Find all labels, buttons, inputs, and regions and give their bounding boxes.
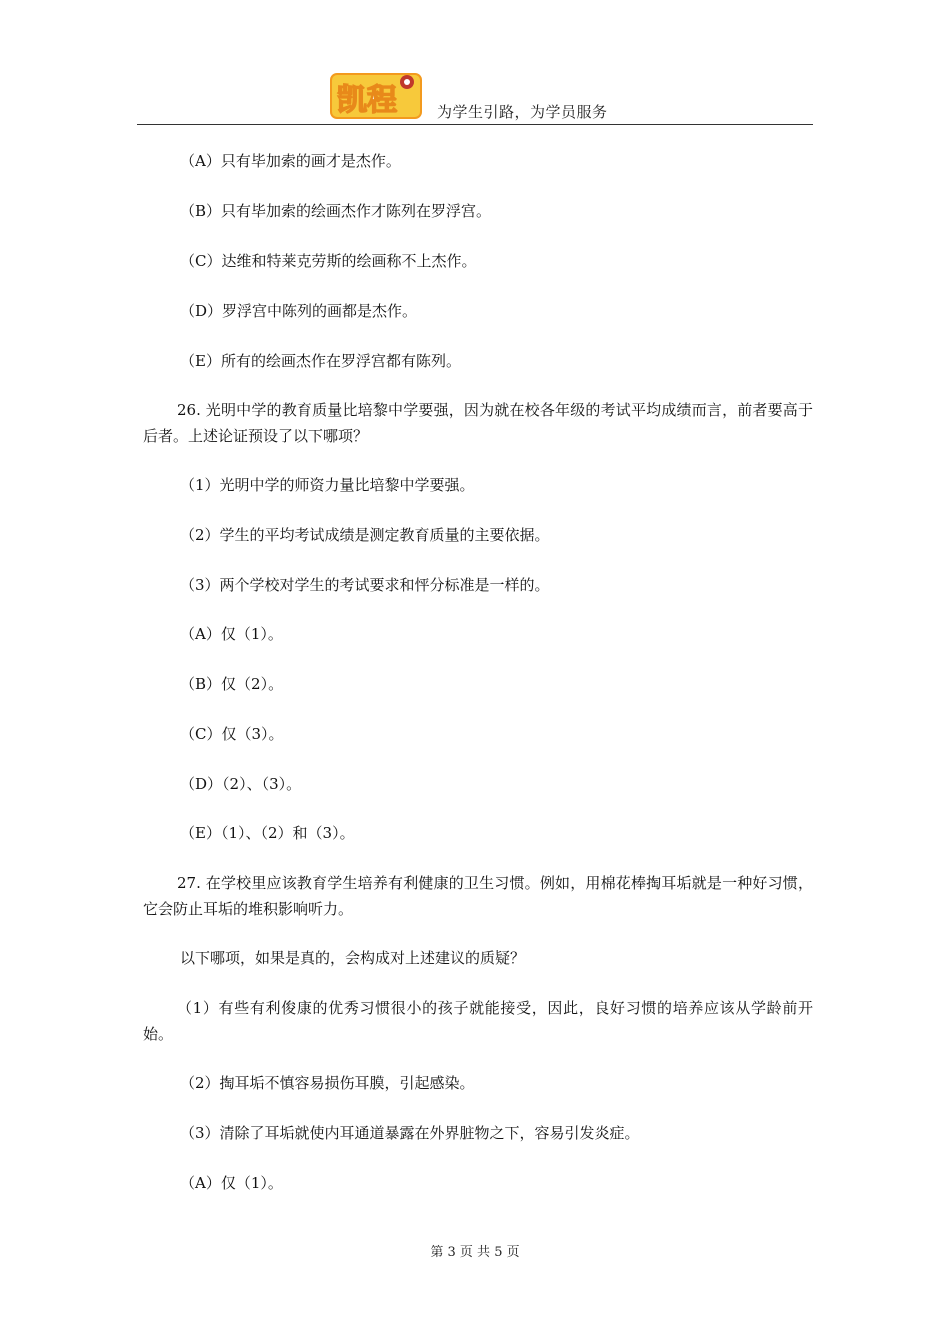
q27-question: 以下哪项，如果是真的，会构成对上述建议的质疑？: [180, 949, 526, 967]
kaicheng-logo: [329, 68, 423, 122]
q27-stem: 27. 在学校里应该教育学生培养有利健康的卫生习惯。例如，用棉花棒掏耳垢就是一种好习惯，它会防止耳垢的堆积影响听力。: [143, 874, 813, 918]
q26-option-b: （B）仅（2）。: [180, 675, 284, 693]
q25-option-c: （C）达维和特莱克劳斯的绘画称不上杰作。: [180, 252, 477, 270]
q26-option-c: （C）仅（3）。: [180, 725, 284, 743]
q26-statement-3: （3）两个学校对学生的考试要求和怦分标准是一样的。: [180, 576, 550, 594]
q25-option-b: （B）只有毕加索的绘画杰作才陈列在罗浮宫。: [180, 202, 492, 220]
q26-option-d: （D）（2）、（3）。: [180, 775, 302, 793]
q27-statement-3: （3）清除了耳垢就使内耳通道暴露在外界脏物之下，容易引发炎症。: [180, 1124, 640, 1142]
q26-statement-2: （2）学生的平均考试成绩是测定教育质量的主要依据。: [180, 526, 550, 544]
q27-statement-2: （2）掏耳垢不慎容易损伤耳膜，引起感染。: [180, 1074, 475, 1092]
q25-option-a: （A）只有毕加索的画才是杰作。: [180, 152, 401, 170]
q26-statement-1: （1）光明中学的师资力量比培黎中学要强。: [180, 476, 475, 494]
header-slogan: 为学生引路，为学员服务: [437, 103, 608, 121]
svg-text:凯程: 凯程: [337, 83, 397, 118]
q26-option-e: （E）（1）、（2）和（3）。: [180, 824, 355, 842]
q26-stem: 26. 光明中学的教育质量比培黎中学要强，因为就在校各年级的考试平均成绩而言，前者要高于后者。上述论证预设了以下哪项？: [143, 401, 813, 445]
q26-option-a: （A）仅（1）。: [180, 625, 283, 643]
q25-option-e: （E）所有的绘画杰作在罗浮宫都有陈列。: [180, 352, 461, 370]
q27-statement-1: （1）有些有利俊康的优秀习惯很小的孩子就能接受，因此，良好习惯的培养应该从学龄前开始。: [143, 999, 813, 1043]
q25-option-d: （D）罗浮宫中陈列的画都是杰作。: [180, 302, 418, 320]
q27-option-a: （A）仅（1）。: [180, 1174, 283, 1192]
page-footer: 第 3 页 共 5 页: [430, 1245, 520, 1260]
page-header: [137, 64, 813, 125]
